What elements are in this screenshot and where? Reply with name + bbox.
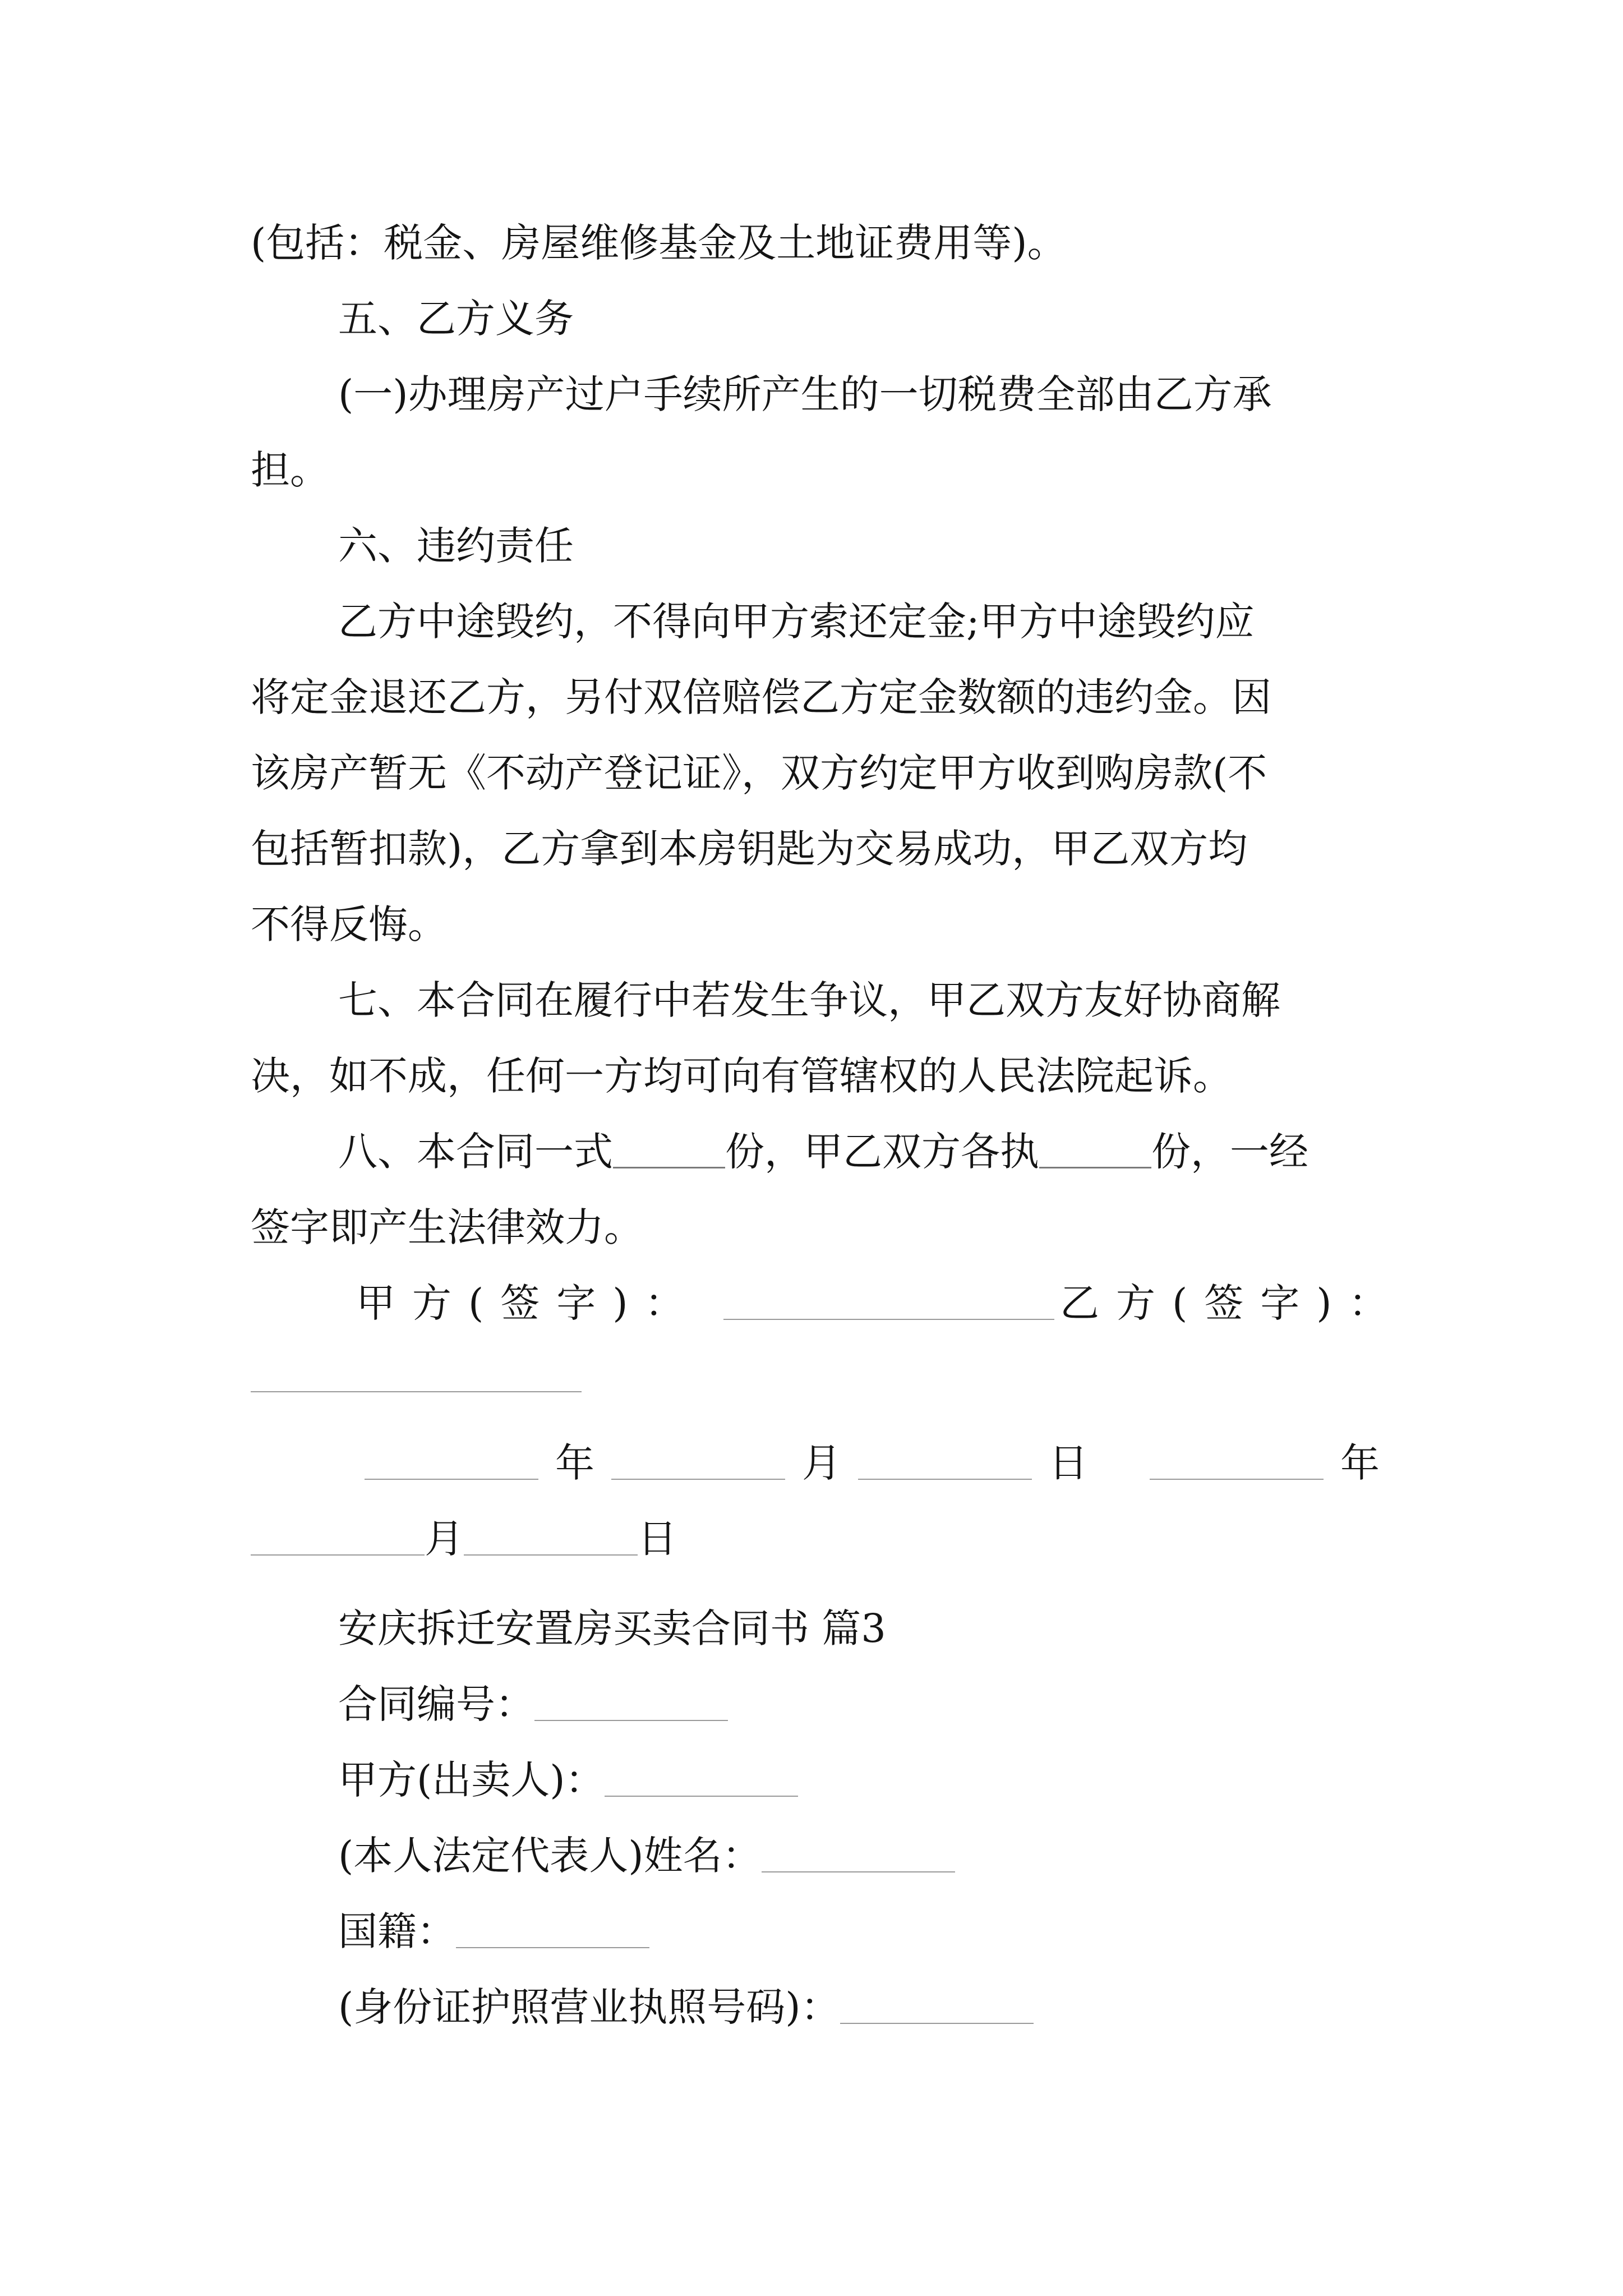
copies-each-blank[interactable] — [1039, 1133, 1151, 1168]
paragraph-line: 该房产暂无《不动产登记证》，双方约定甲方收到购房款(不 — [251, 750, 1267, 796]
contract-number-blank[interactable] — [534, 1686, 728, 1721]
party-a-signature-label: 甲方(签字)： — [356, 1280, 701, 1326]
paragraph-line: 乙方中途毁约，不得向甲方索还定金;甲方中途毁约应 — [338, 599, 1255, 645]
month-label: 月 — [425, 1516, 464, 1562]
paragraph-line: 担。 — [251, 447, 329, 493]
id-number-label: (身份证护照营业执照号码)： — [338, 1984, 840, 2030]
form-field-row — [338, 1755, 798, 1805]
paragraph-line: 决，如不成，任何一方均可向有管辖权的人民法院起诉。 — [251, 1053, 1232, 1099]
paragraph-line: (包括：税金、房屋维修基金及土地证费用等)。 — [251, 220, 1067, 266]
signature-line — [356, 1278, 1054, 1328]
id-number-blank[interactable] — [840, 1989, 1034, 2024]
year-label: 年 — [555, 1440, 594, 1486]
copies-total-blank[interactable] — [613, 1133, 725, 1168]
nationality-label: 国籍： — [338, 1908, 456, 1954]
copies-clause — [338, 1126, 1308, 1177]
form-field-row — [338, 1906, 649, 1957]
year-blank[interactable] — [1150, 1445, 1324, 1480]
paragraph-line: 签字即产生法律效力。 — [251, 1204, 643, 1250]
party-b-signature-label: 乙方(签字)： — [1060, 1280, 1405, 1326]
month-label: 月 — [802, 1440, 841, 1486]
paragraph-line: 包括暂扣款)，乙方拿到本房钥匙为交易成功，甲乙双方均 — [251, 826, 1248, 872]
section-heading: 五、乙方义务 — [338, 296, 574, 342]
paragraph-line: 将定金退还乙方，另付双倍赔偿乙方定金数额的违约金。因 — [251, 674, 1271, 720]
paragraph-line: 不得反悔。 — [251, 901, 447, 947]
clause-text: 份，一经 — [1151, 1129, 1308, 1175]
day-label: 日 — [1049, 1440, 1088, 1486]
section-title: 安庆拆迁安置房买卖合同书 篇3 — [338, 1605, 886, 1651]
seller-label: 甲方(出卖人)： — [338, 1757, 605, 1803]
paragraph-line: 七、本合同在履行中若发生争议，甲乙双方友好协商解 — [338, 977, 1280, 1023]
section-heading: 六、违约责任 — [338, 523, 574, 569]
nationality-blank[interactable] — [456, 1913, 649, 1948]
representative-name-blank[interactable] — [762, 1838, 955, 1872]
day-label: 日 — [638, 1516, 677, 1562]
paragraph-line: (一)办理房产过户手续所产生的一切税费全部由乙方承 — [338, 371, 1272, 417]
form-field-row — [338, 1982, 1034, 2032]
form-field-row — [338, 1679, 728, 1729]
year-label: 年 — [1340, 1440, 1380, 1486]
representative-name-label: (本人法定代表人)姓名： — [338, 1833, 762, 1879]
clause-text: 份，甲乙双方各执 — [725, 1129, 1039, 1175]
day-blank[interactable] — [858, 1445, 1032, 1480]
date-line — [251, 1513, 677, 1564]
day-blank[interactable] — [464, 1521, 638, 1556]
clause-text: 八、本合同一式 — [338, 1129, 613, 1175]
year-blank[interactable] — [365, 1445, 538, 1480]
form-field-row — [338, 1830, 955, 1881]
party-b-signature-blank[interactable] — [251, 1358, 582, 1392]
party-a-signature-blank[interactable] — [723, 1285, 1054, 1320]
contract-number-label: 合同编号： — [338, 1681, 534, 1727]
date-line — [365, 1438, 1380, 1488]
seller-blank[interactable] — [605, 1762, 798, 1797]
signature-line — [1060, 1278, 1405, 1328]
month-blank[interactable] — [251, 1521, 425, 1556]
signature-continuation — [251, 1354, 582, 1404]
month-blank[interactable] — [611, 1445, 785, 1480]
